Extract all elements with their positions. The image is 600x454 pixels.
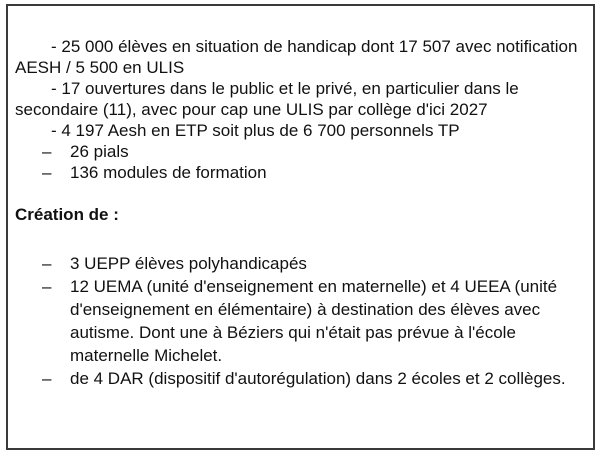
list-creations <box>15 252 585 390</box>
paragraph-aesh: - 4 197 Aesh en ETP soit plus de 6 700 personnels TP <box>51 121 460 140</box>
paragraph-students: - 25 000 élèves en situation de handicap dont 17 507 avec notification AESH / 5 500 en ULIS <box>15 37 578 77</box>
list-item <box>15 252 585 275</box>
dash-bullet-icon: – <box>42 163 52 182</box>
list-item-text: 26 pials <box>70 142 129 161</box>
spacer <box>15 183 585 204</box>
section-heading: Création de : <box>15 205 119 224</box>
document-content <box>15 36 585 390</box>
list-item <box>15 141 585 162</box>
dash-bullet-icon: – <box>42 369 52 388</box>
spacer <box>15 225 585 246</box>
list-item <box>15 367 585 390</box>
list-item <box>15 162 585 183</box>
dash-bullet-icon: – <box>42 254 52 273</box>
paragraph-openings: - 17 ouvertures dans le public et le privé, en particulier dans le secondaire (11), avec pour cap une ULIS par collège d'ici 2027 <box>15 79 519 119</box>
list-item-text: 3 UEPP élèves polyhandicapés <box>70 254 307 273</box>
dash-bullet-icon: – <box>42 142 52 161</box>
list-item-text: 12 UEMA (unité d'enseignement en maternelle) et 4 UEEA (unité d'enseignement en élémentaire) à destination des élèves avec autisme. Dont une à Béziers qui n'était pas prévue à l'école maternelle Michelet. <box>70 277 558 365</box>
list-item-text: de 4 DAR (dispositif d'autorégulation) dans 2 écoles et 2 collèges. <box>70 369 566 388</box>
list-item <box>15 275 585 367</box>
list-item-text: 136 modules de formation <box>70 163 267 182</box>
list-resources <box>15 141 585 183</box>
dash-bullet-icon: – <box>42 277 52 296</box>
